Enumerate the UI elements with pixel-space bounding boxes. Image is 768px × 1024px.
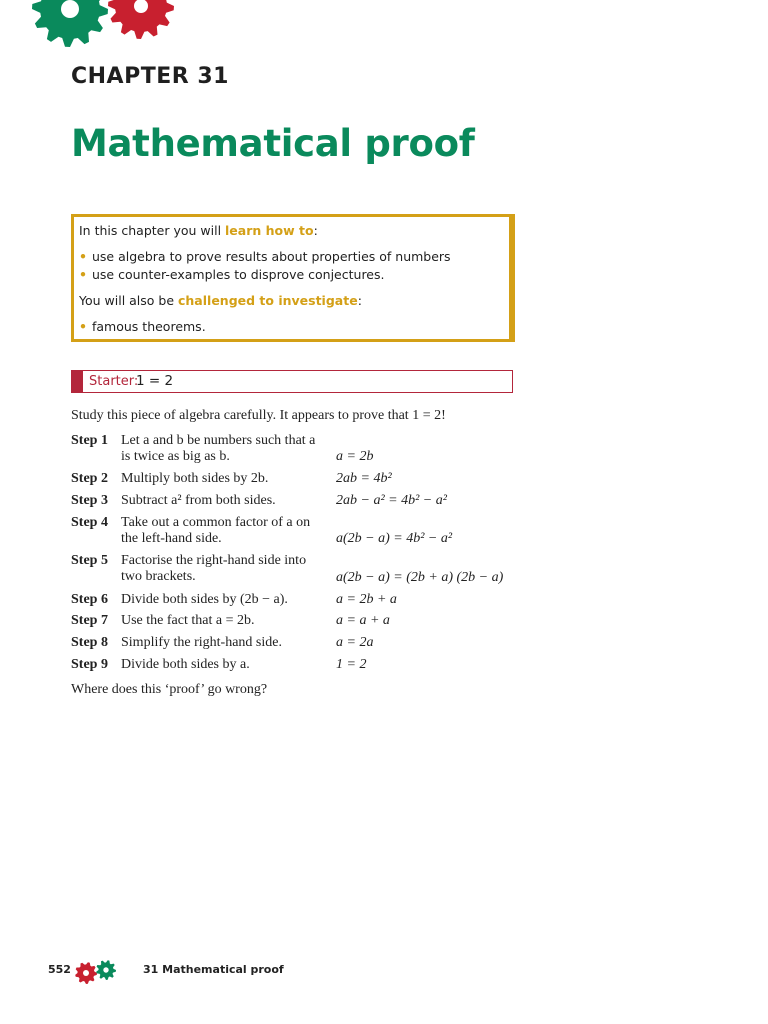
step-description: Take out a common factor of a on the left-hand side.	[121, 515, 311, 546]
starter-equation: 1 = 2	[136, 373, 174, 389]
objective-text: use counter-examples to disprove conjectures.	[92, 267, 385, 282]
learn-also-suffix: :	[357, 293, 362, 308]
step-description: Use the fact that a = 2b.	[121, 613, 255, 628]
step-label: Step 6	[71, 592, 108, 607]
bullet: •	[79, 267, 87, 282]
gears-icon	[30, 0, 190, 55]
learn-intro-suffix: :	[313, 223, 318, 238]
learning-objectives-box	[71, 214, 515, 342]
step-description: Let a and b be numbers such that a is twice as big as b.	[121, 433, 316, 464]
step-equation: a = 2b + a	[336, 592, 397, 607]
starter-banner	[71, 370, 513, 393]
learn-also	[79, 293, 362, 308]
learn-also-highlight: challenged to investigate	[178, 293, 358, 308]
step-description: Divide both sides by a.	[121, 657, 250, 672]
objective-item	[79, 249, 451, 264]
step-label: Step 7	[71, 613, 108, 628]
question-text: Where does this ‘proof’ go wrong?	[71, 682, 268, 697]
learn-intro-highlight: learn how to	[225, 223, 314, 238]
footer-title: 31 Mathematical proof	[143, 963, 284, 976]
page-number: 552	[48, 963, 71, 976]
learn-intro-prefix: In this chapter you will	[79, 223, 226, 238]
footer-gears-icon	[74, 959, 120, 985]
step-label: Step 9	[71, 657, 108, 672]
objective-item	[79, 267, 385, 282]
step-equation: a = 2a	[336, 635, 374, 650]
starter-label: Starter:	[89, 374, 139, 389]
step-description: Divide both sides by (2b − a).	[121, 592, 288, 607]
step-equation: 2ab − a² = 4b² − a²	[336, 493, 447, 508]
step-description: Simplify the right-hand side.	[121, 635, 282, 650]
intro-text: Study this piece of algebra carefully. It appears to prove that 1 = 2!	[71, 408, 446, 423]
step-equation: a = a + a	[336, 613, 390, 628]
step-label: Step 1	[71, 433, 108, 448]
chapter-label: CHAPTER 31	[71, 64, 229, 89]
step-label: Step 3	[71, 493, 108, 508]
page-title: Mathematical proof	[71, 122, 475, 165]
step-equation: 2ab = 4b²	[336, 471, 392, 486]
red-gear-icon	[108, 0, 174, 39]
step-equation: a = 2b	[336, 449, 374, 464]
step-equation: 1 = 2	[336, 657, 367, 672]
step-description: Factorise the right-hand side into two brackets.	[121, 553, 307, 584]
step-equation: a(2b − a) = (2b + a) (2b − a)	[336, 570, 504, 585]
investigate-text: famous theorems.	[92, 319, 206, 334]
footer-red-gear-icon	[75, 962, 97, 984]
step-equation: a(2b − a) = 4b² − a²	[336, 531, 453, 546]
step-label: Step 8	[71, 635, 108, 650]
footer-green-gear-icon	[96, 960, 116, 980]
step-description: Subtract a² from both sides.	[121, 493, 276, 508]
learn-also-prefix: You will also be	[79, 293, 178, 308]
bullet: •	[79, 249, 87, 264]
green-gear-icon	[32, 0, 108, 47]
bullet: •	[79, 319, 87, 334]
step-label: Step 5	[71, 553, 108, 568]
step-label: Step 2	[71, 471, 108, 486]
objective-text: use algebra to prove results about properties of numbers	[92, 249, 451, 264]
step-description: Multiply both sides by 2b.	[121, 471, 269, 486]
learn-intro	[79, 223, 318, 238]
investigate-item	[79, 319, 206, 334]
step-label: Step 4	[71, 515, 108, 530]
